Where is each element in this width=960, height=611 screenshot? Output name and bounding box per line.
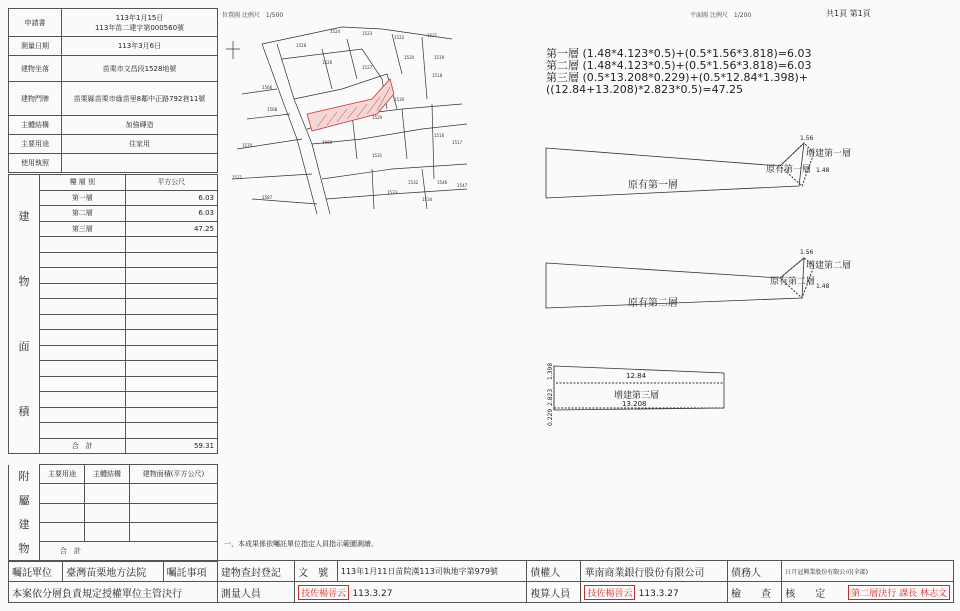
svg-text:1522: 1522 [394, 35, 405, 40]
survey-date-label: 測量日期 [9, 37, 62, 56]
plan-caption: 平面圖 比例尺 1/200 [690, 12, 752, 19]
col-sqm: 平方公尺 [125, 175, 217, 191]
svg-text:1519: 1519 [434, 55, 445, 60]
structure-label: 主體結構 [9, 116, 62, 135]
floor3-dim-left1: 1.398 [547, 362, 554, 380]
svg-text:1527: 1527 [362, 65, 373, 70]
svg-text:1526: 1526 [322, 60, 333, 65]
svg-text:1531: 1531 [372, 153, 383, 158]
floor1-dim-b: 1.48 [816, 167, 830, 174]
creditor: 華南商業銀行股份有限公司 [581, 561, 728, 582]
entrust-matter: 建物查封登記 [217, 561, 294, 582]
svg-text:1547: 1547 [457, 183, 468, 188]
floor1-new-label: 增建第一層 [806, 149, 852, 159]
reviewer-stamp: 技佐楊晉云 [584, 585, 635, 600]
floor1-dim-a: 1.56 [800, 135, 814, 142]
table-row: 第二層 6.03 [9, 206, 218, 222]
attached-building-table [8, 464, 218, 562]
building-info-table [8, 8, 218, 173]
entrust-unit: 臺灣苗栗地方法院 [63, 561, 163, 582]
area-total-row: 合 計 59.31 [9, 438, 218, 454]
address-label: 建物門牌 [9, 82, 62, 116]
floor3-dim-top: 12.84 [626, 372, 647, 380]
svg-text:1529: 1529 [372, 115, 383, 120]
table-row: 第三層 47.25 [9, 221, 218, 237]
license [62, 154, 218, 173]
building-area-table [8, 174, 218, 454]
approve-label: 核 定 [785, 588, 826, 600]
structure: 加強磚造 [62, 116, 218, 135]
floor3-label: 增建第三層 [614, 391, 660, 401]
svg-text:1532: 1532 [408, 180, 419, 185]
site-location-map [222, 10, 472, 215]
applicant-value: 113年1月15日 113年苗二建字第000560號 [62, 9, 218, 37]
surveyor-stamp: 技佐楊晉云 [298, 585, 349, 600]
authorization-text: 本案依分層負責規定授權單位主管決行 [9, 582, 218, 603]
debtor-label: 債務人 [728, 561, 782, 582]
svg-text:1517: 1517 [452, 140, 463, 145]
floor1-orig-label: 原有第一層 [628, 180, 678, 191]
svg-text:1530: 1530 [394, 97, 405, 102]
area-calculations [546, 48, 954, 96]
use: 住家用 [62, 135, 218, 154]
license-label: 使用執照 [9, 154, 62, 173]
site-map-caption: 位置圖 比例尺 1/500 [222, 12, 284, 19]
table-row: 第一層 6.03 [9, 190, 218, 206]
floor3-dim-left3: 0.229 [547, 408, 554, 426]
calc-floor2: 第二層 (1.48*4.123*0.5)+(0.5*1.56*3.818)=6.03 [546, 59, 812, 72]
svg-text:1533: 1533 [387, 190, 398, 195]
check-label: 檢 查 [728, 582, 782, 603]
floor2-dim-b: 1.48 [816, 283, 830, 290]
site-map-drawing [222, 19, 472, 214]
floor3-dim-bottom: 13.208 [622, 400, 647, 408]
svg-text:1568: 1568 [267, 107, 278, 112]
svg-text:1516: 1516 [434, 133, 445, 138]
surveyor-date: 113.3.27 [352, 588, 393, 599]
entrust-matter-label: 囑託事項 [163, 561, 217, 582]
floor2-orig-label: 原有第二層 [628, 298, 678, 309]
floor2-orig-small-label: 原有第二層 [770, 277, 816, 287]
attached-total-row: 合 計 [9, 542, 218, 561]
reviewer-label: 複算人員 [527, 582, 581, 603]
page-number: 共1頁 第1頁 [826, 9, 871, 18]
floor-plan-drawings [544, 108, 944, 442]
area-side-label: 建 物 面 積 [9, 175, 40, 454]
surveyor-stamp-cell [295, 582, 527, 603]
svg-text:1546: 1546 [437, 180, 448, 185]
approve-cell [782, 582, 954, 603]
floor1-orig-small-label: 原有第一層 [766, 165, 812, 175]
use-label: 主要用途 [9, 135, 62, 154]
svg-text:1528: 1528 [296, 43, 307, 48]
final-stamp: 第二層決行 課長 林志文 [848, 585, 950, 600]
reviewer-stamp-cell [581, 582, 728, 603]
svg-text:1534: 1534 [422, 197, 433, 202]
survey-document [8, 8, 954, 606]
svg-text:1518: 1518 [432, 73, 443, 78]
debtor: 日月冠興業股份有限公司(全部) [782, 561, 954, 582]
reviewer-date: 113.3.27 [638, 588, 679, 599]
svg-text:1587: 1587 [262, 195, 273, 200]
doc-number: 113年1月11日苗院漢113司執地字第979號 [337, 561, 526, 582]
creditor-label: 債權人 [527, 561, 581, 582]
survey-note: 一、本成果係依囑託單位指定人員指示範圍測繪。 [224, 540, 378, 548]
floor3-dim-left2: 2.823 [547, 388, 554, 406]
survey-date: 113年3月6日 [62, 37, 218, 56]
attached-side-label: 附 屬 建 物 [9, 465, 40, 562]
floor-plan-svg [544, 108, 944, 438]
address: 苗栗縣苗栗市綠苗里8鄰中正路792巷11號 [62, 82, 218, 116]
floor2-new-label: 增建第二層 [806, 261, 852, 271]
svg-text:1521: 1521 [427, 33, 438, 38]
svg-text:1569: 1569 [322, 140, 333, 145]
doc-label: 文 號 [295, 561, 338, 582]
entrustment-table [8, 560, 954, 603]
location: 苗栗市文昌段1528地號 [62, 56, 218, 82]
svg-text:1570: 1570 [242, 143, 253, 148]
svg-text:1524: 1524 [330, 29, 341, 34]
entrust-unit-label: 囑託單位 [9, 561, 63, 582]
svg-text:1523: 1523 [362, 31, 373, 36]
col-struct: 主體結構 [84, 465, 129, 484]
location-label: 建物坐落 [9, 56, 62, 82]
svg-text:1520: 1520 [404, 55, 415, 60]
col-floor: 樓 層 別 [40, 175, 126, 191]
col-use: 主要用途 [40, 465, 85, 484]
calc-floor3: 第三層 (0.5*13.208*0.229)+(0.5*12.84*1.398)+((12.84+13.208)*2.823*0.5)=47.25 [546, 71, 809, 96]
surveyor-label: 測量人員 [217, 582, 294, 603]
applicant-label: 申請書 [9, 9, 62, 37]
calc-floor1: 第一層 (1.48*4.123*0.5)+(0.5*1.56*3.818)=6.03 [546, 47, 812, 60]
svg-text:1571: 1571 [232, 175, 243, 180]
svg-text:1566: 1566 [262, 85, 273, 90]
floor2-dim-a: 1.56 [800, 249, 814, 256]
col-area: 建物面積(平方公尺) [129, 465, 217, 484]
